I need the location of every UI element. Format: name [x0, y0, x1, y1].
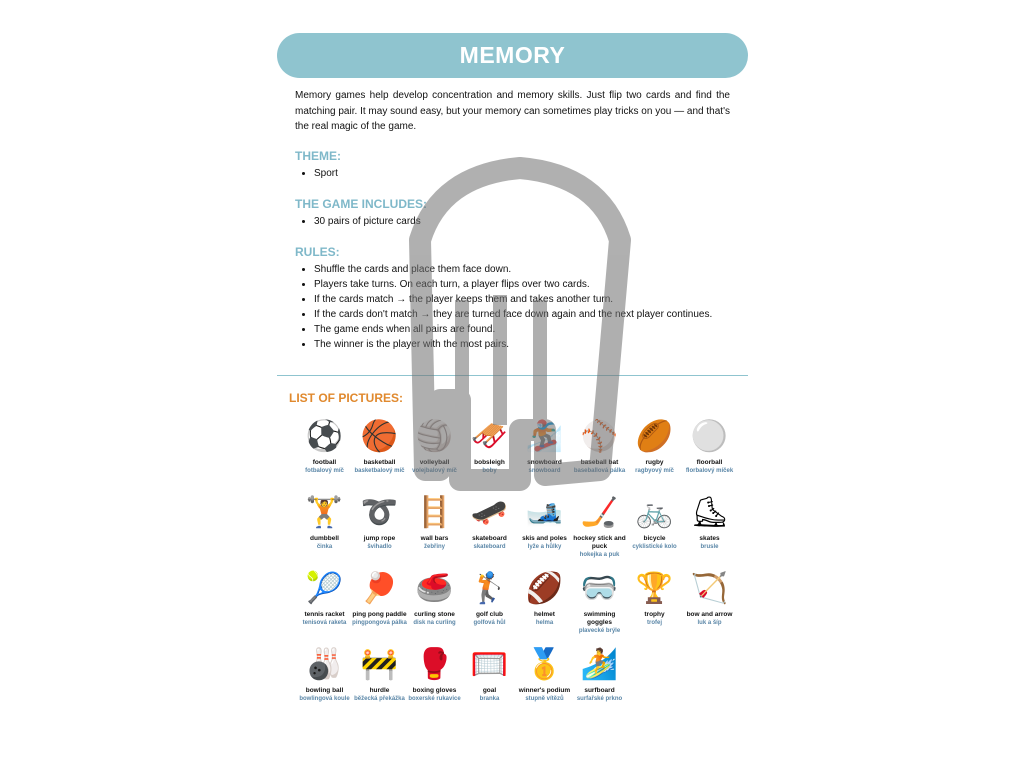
picture-label-cz: pingpongová pálka	[352, 620, 407, 626]
picture-label-cz: žebřiny	[423, 544, 445, 550]
picture-card	[572, 417, 627, 493]
wall-bars-icon: 🪜	[415, 496, 454, 529]
picture-label-en: surfboard	[584, 687, 615, 694]
surfboard-icon: 🏄	[580, 648, 619, 681]
picture-card	[517, 417, 572, 493]
picture-label-cz: basketbalový míč	[354, 468, 405, 474]
picture-label-cz: plavecké brýle	[578, 628, 621, 634]
floorball-icon: ⚪	[690, 420, 729, 453]
picture-label-cz: běžecká překážka	[354, 696, 405, 702]
picture-card	[627, 569, 682, 645]
bowling-icon: 🎳	[305, 648, 344, 681]
trophy-icon: 🏆	[635, 572, 674, 605]
picture-card	[352, 569, 407, 645]
picture-label-en: skates	[699, 535, 720, 542]
picture-label-cz: disk na curling	[413, 620, 456, 626]
picture-label-en: jump rope	[363, 535, 396, 542]
snowboard-icon: 🏂	[525, 420, 564, 453]
picture-card	[407, 645, 462, 721]
picture-label-cz: baseballová pálka	[573, 468, 626, 474]
picture-card	[627, 417, 682, 493]
picture-card	[462, 493, 517, 569]
picture-label-cz: fotbalový míč	[305, 468, 344, 474]
bow-arrow-icon: 🏹	[690, 572, 729, 605]
picture-label-en: wall bars	[420, 535, 449, 542]
list-item: • The winner is the player with the most pairs.	[314, 337, 712, 352]
picture-label-en: bicycle	[643, 535, 666, 542]
picture-label-cz: lyže a hůlky	[527, 544, 562, 550]
picture-card	[407, 493, 462, 569]
page-title: MEMORY	[277, 33, 748, 78]
picture-label-en: winner's podium	[518, 687, 571, 694]
picture-label-cz: golfová hůl	[473, 620, 506, 626]
picture-label-en: helmet	[534, 611, 555, 618]
picture-label-en: bobsleigh	[474, 459, 505, 466]
picture-card	[517, 645, 572, 721]
includes-heading: THE GAME INCLUDES:	[295, 197, 427, 211]
picture-label-en: skis and poles	[522, 535, 567, 542]
picture-card	[352, 645, 407, 721]
picture-card	[682, 493, 737, 569]
rules-list	[295, 262, 712, 352]
picture-label-cz: branka	[479, 696, 500, 702]
goal-icon: 🥅	[470, 648, 509, 681]
curling-stone-icon: 🥌	[415, 572, 454, 605]
picture-card	[407, 569, 462, 645]
bicycle-icon: 🚲	[635, 496, 674, 529]
volleyball-icon: 🏐	[415, 420, 454, 453]
hockey-stick-icon: 🏒	[580, 496, 619, 529]
rugby-ball-icon: 🏉	[635, 420, 674, 453]
picture-card	[627, 493, 682, 569]
theme-list	[295, 166, 338, 181]
bobsleigh-icon: 🛷	[470, 420, 509, 453]
picture-card	[297, 417, 352, 493]
list-item: • Shuffle the cards and place them face down.	[314, 262, 712, 277]
picture-label-en: tennis racket	[304, 611, 345, 618]
picture-label-en: volleyball	[419, 459, 450, 466]
skis-icon: 🎿	[525, 496, 564, 529]
picture-label-en: baseball bat	[580, 459, 619, 466]
picture-label-cz: bowlingová koule	[299, 696, 350, 702]
picture-card	[297, 493, 352, 569]
helmet-icon: 🏈	[525, 572, 564, 605]
picture-label-en: trophy	[644, 611, 665, 618]
picture-label-en: ping pong paddle	[352, 611, 407, 618]
picture-label-cz: surfařské prkno	[576, 696, 623, 702]
picture-label-en: curling stone	[414, 611, 455, 618]
picture-label-cz: ragbyový míč	[635, 468, 674, 474]
pictures-heading: LIST OF PICTURES:	[289, 391, 403, 405]
hurdle-icon: 🚧	[360, 648, 399, 681]
skates-icon: ⛸	[690, 496, 729, 529]
basketball-icon: 🏀	[360, 420, 399, 453]
picture-label-cz: helma	[535, 620, 554, 626]
golf-club-icon: 🏌	[470, 572, 509, 605]
picture-label-cz: cyklistické kolo	[632, 544, 677, 550]
picture-label-en: rugby	[645, 459, 664, 466]
list-item: • If the cards don't match → they are turned face down again and the next player continues.	[314, 307, 712, 322]
picture-label-cz: činka	[316, 544, 333, 550]
includes-list	[295, 214, 421, 229]
list-item: • 30 pairs of picture cards	[314, 214, 421, 229]
picture-card	[407, 417, 462, 493]
picture-label-en: boxing gloves	[412, 687, 457, 694]
picture-label-cz: tenisová raketa	[302, 620, 347, 626]
picture-label-cz: florbalový míček	[685, 468, 734, 474]
skateboard-icon: 🛹	[470, 496, 509, 529]
boxing-glove-icon: 🥊	[415, 648, 454, 681]
picture-label-en: golf club	[475, 611, 504, 618]
picture-label-en: bow and arrow	[686, 611, 733, 618]
list-item: • Sport	[314, 166, 338, 181]
soccer-ball-icon: ⚽	[305, 420, 344, 453]
picture-label-cz: brusle	[700, 544, 719, 550]
picture-label-cz: boxerské rukavice	[408, 696, 461, 702]
picture-label-cz: stupně vítězů	[525, 696, 564, 702]
jump-rope-icon: ➰	[360, 496, 399, 529]
picture-label-en: bowling ball	[305, 687, 344, 694]
picture-label-cz: boby	[482, 468, 497, 474]
picture-card	[297, 569, 352, 645]
picture-label-en: football	[312, 459, 337, 466]
list-item: • Players take turns. On each turn, a player flips over two cards.	[314, 277, 712, 292]
picture-card	[682, 417, 737, 493]
picture-card	[682, 569, 737, 645]
picture-label-en: hockey stick and puck	[573, 535, 626, 550]
picture-card	[517, 493, 572, 569]
list-item: • The game ends when all pairs are found.	[314, 322, 712, 337]
theme-heading: THEME:	[295, 149, 341, 163]
ping-pong-icon: 🏓	[360, 572, 399, 605]
picture-label-cz: hokejka a puk	[579, 552, 620, 558]
picture-label-cz: volejbalový míč	[412, 468, 457, 474]
baseball-bat-icon: ⚾	[580, 420, 619, 453]
picture-card	[572, 569, 627, 645]
list-item: • If the cards match → the player keeps them and takes another turn.	[314, 292, 712, 307]
picture-card	[352, 417, 407, 493]
picture-card	[462, 569, 517, 645]
picture-label-en: goal	[482, 687, 497, 694]
picture-card	[462, 645, 517, 721]
document-page	[277, 0, 748, 768]
picture-card	[352, 493, 407, 569]
picture-label-cz: skateboard	[473, 544, 506, 550]
dumbbell-icon: 🏋	[305, 496, 344, 529]
pictures-grid	[297, 417, 737, 721]
podium-icon: 🥇	[525, 648, 564, 681]
picture-label-cz: švihadlo	[367, 544, 392, 550]
picture-label-en: basketball	[363, 459, 396, 466]
picture-label-en: dumbbell	[310, 535, 339, 542]
picture-label-en: snowboard	[527, 459, 562, 466]
picture-label-cz: trofej	[647, 620, 662, 626]
picture-label-en: swimming goggles	[583, 611, 616, 626]
picture-label-en: floorball	[696, 459, 723, 466]
picture-card	[517, 569, 572, 645]
picture-card	[462, 417, 517, 493]
picture-label-en: skateboard	[472, 535, 507, 542]
picture-label-cz: snowboard	[528, 468, 561, 474]
picture-card	[297, 645, 352, 721]
rules-heading: RULES:	[295, 245, 340, 259]
intro-paragraph: Memory games help develop concentration and memory skills. Just flip two cards and find the matching pair. It may sound easy, but your memory can sometimes play tricks on you — and that's the real magic of the game.	[295, 90, 730, 132]
picture-label-en: hurdle	[369, 687, 390, 694]
section-divider	[277, 375, 748, 376]
picture-label-cz: luk a šíp	[697, 620, 722, 626]
goggles-icon: 🥽	[580, 572, 619, 605]
picture-card	[572, 493, 627, 569]
picture-card	[572, 645, 627, 721]
tennis-racket-icon: 🎾	[305, 572, 344, 605]
